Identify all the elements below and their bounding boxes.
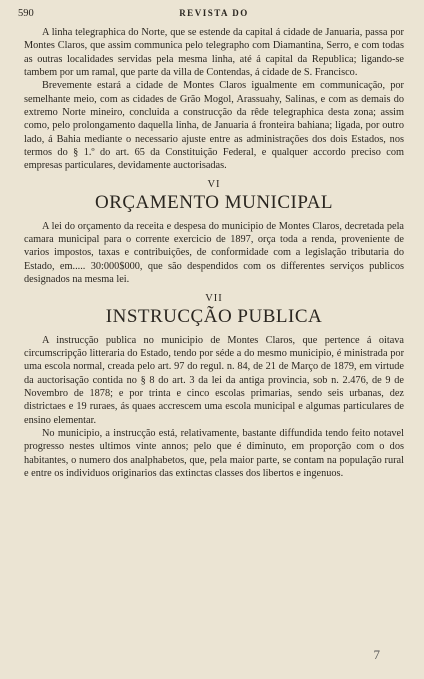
- paragraph-instruction-diffusion: No municipio, a instrucção está, relativamente, bastante diffundida tendo feito notavel progresso nestes ultimos vinte annos; pelo que é diminuto, em proporção com o dos habitantes, o numero dos analphabetos, que, pela maior parte, se contam na população rural e entre os individuos originarios das extinctas classes dos libertos e ingenuos.: [24, 427, 404, 479]
- page-body: [24, 26, 404, 480]
- section-number: VI: [207, 178, 221, 190]
- book-page: [18, 8, 410, 480]
- page-number: 590: [18, 8, 34, 19]
- margin-mark: 7: [373, 647, 380, 662]
- paragraph-telegraph-north: A linha telegraphica do Norte, que se estende da capital á cidade de Januaria, passa por Montes Claros, que assim communica pelo telegrapho com Diamantina, Serro, e com todas as outras localidades servidas pela mesma linha, até á capital da Republica; ligando-se tambem por um ramal, que parte da villa de Contendas, á cidade de S. Francisco.: [24, 27, 404, 79]
- page-header: [18, 8, 410, 26]
- section-title: INSTRUCÇÃO PUBLICA: [105, 305, 323, 327]
- section-number: VII: [205, 292, 223, 304]
- running-title: REVISTA DO: [179, 8, 249, 18]
- paragraph-budget: A lei do orçamento da receita e despesa do municipio de Montes Claros, decretada pela camara municipal para o corrente exercicio de 1897, orça toda a renda, proveniente de varios impostos, taxas e contribuições, de conformidade com a legislação tributaria do Estado, em..... 30:000$000, que são despendidos com os differentes serviços publicos designados na mesma lei.: [24, 220, 404, 286]
- paragraph-telegraph-future: Brevemente estará a cidade de Montes Claros igualmente em communicação, por semelhante meio, com as cidades de Grão Mogol, Arassuahy, Salinas, e com as demais do extremo Norte mineiro, concluida a construcção da rêde telegraphica desta zona; assim como, pelo prolongamento daquella linha, de Januaria á fronteira bahiana; ligada, por outro lado, á Bahia mediante o necessario ajuste entre as administrações dos dois Estados, nos termos do § 1.º do art. 65 da Constituição Federal, e qualquer accordo preciso com empresas particulares, devidamente auctorisadas.: [24, 80, 404, 172]
- section-title: ORÇAMENTO MUNICIPAL: [94, 191, 334, 213]
- paragraph-instruction: A instrucção publica no municipio de Montes Claros, que pertence á oitava circumscripção litteraria do Estado, tendo por séde a do mesmo municipio, é ministrada por uma escola normal, creada pelo art. 97 do regul. n. 84, de 21 de Março de 1879, em virtude da auctorisação contida no § 8 do art. 3 da lei da antiga provincia, sob n. 2.476, de 9 de Novembro de 1878; e por trinta e cinco escolas primarias, sendo seis urbanas, dez districtaes e 19 ruraes, ás quaes accrescem uma escola municipal e algumas particulares de ensino elementar.: [24, 334, 404, 426]
